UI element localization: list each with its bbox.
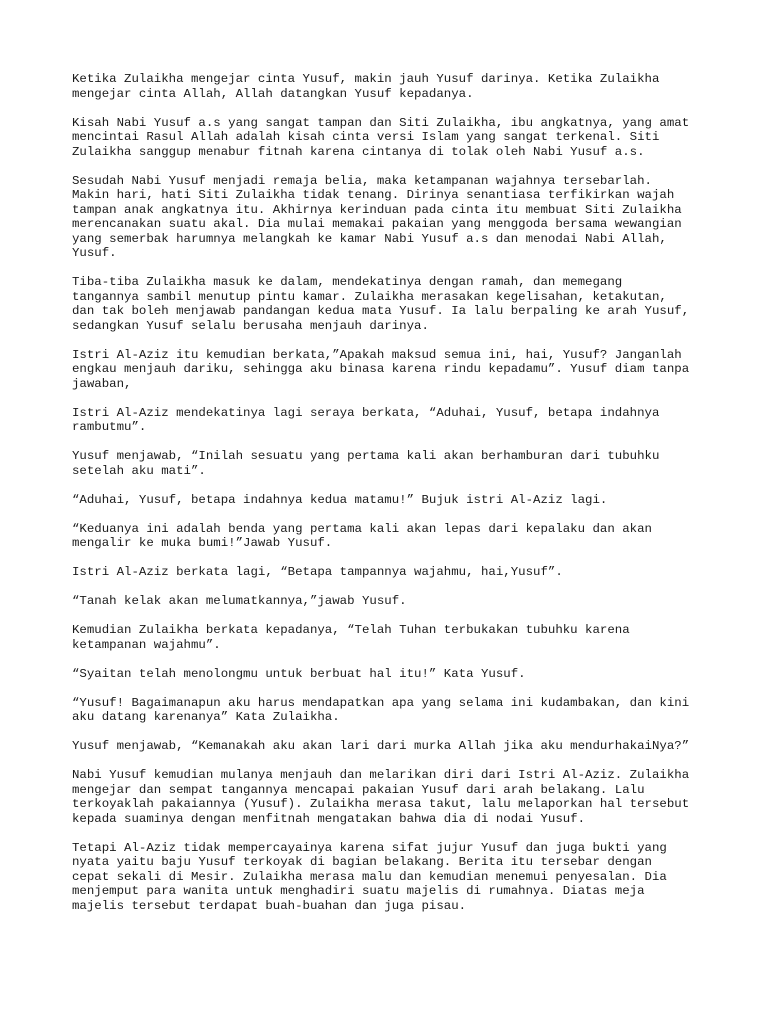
text-line: setelah aku mati”.: [72, 463, 206, 478]
text-line: dan tak boleh menjawab pandangan kedua mata Yusuf. Ia lalu berpaling ke arah Yusuf,: [72, 304, 690, 318]
text-line: ketampanan wajahmu”.: [72, 637, 221, 652]
text-line: Zulaikha sanggup menabur fitnah karena cintanya di tolak oleh Nabi Yusuf a.s.: [72, 144, 645, 159]
text-line: “Tanah kelak akan melumatkannya,”jawab Yusuf.: [72, 594, 407, 608]
text-line: Tetapi Al-Aziz tidak mempercayainya karena sifat jujur Yusuf dan juga bukti yang: [72, 840, 667, 855]
paragraph: [72, 493, 712, 508]
paragraph: [72, 522, 712, 551]
paragraph: [72, 841, 712, 914]
text-line: mengalir ke muka bumi!”Jawab Yusuf.: [72, 536, 333, 550]
text-line: mengejar cinta Allah, Allah datangkan Yusuf kepadanya.: [72, 86, 474, 101]
text-line: cepat sekali di Mesir. Zulaikha merasa malu dan kemudian menemui penyesalan. Dia: [72, 869, 667, 884]
text-line: nyata yaitu baju Yusuf terkoyak di bagian belakang. Berita itu tersebar dengan: [72, 855, 652, 869]
text-line: “Syaitan telah menolongmu untuk berbuat hal itu!” Kata Yusuf.: [72, 666, 526, 681]
text-line: Sesudah Nabi Yusuf menjadi remaja belia, maka ketampanan wajahnya tersebarlah.: [72, 173, 652, 188]
text-line: Yusuf menjawab, “Inilah sesuatu yang pertama kali akan berhamburan dari tubuhku: [72, 449, 660, 463]
text-line: tampan anak angkatnya itu. Akhirnya kerinduan pada cinta itu membuat Siti Zulaikha: [72, 202, 682, 217]
text-line: aku datang karenanya” Kata Zulaikha.: [72, 710, 340, 724]
text-line: rambutmu”.: [72, 420, 147, 434]
text-line: engkau menjauh dariku, sehingga aku binasa karena rindu kepadamu”. Yusuf diam tanpa: [72, 362, 690, 376]
text-line: mencintai Rasul Allah adalah kisah cinta versi Islam yang sangat terkenal. Siti: [72, 130, 660, 144]
text-line: Yusuf menjawab, “Kemanakah aku akan lari dari murka Allah jika aku mendurhakaiNya?”: [72, 739, 690, 753]
text-line: kepada suaminya dengan menfitnah mengatakan bahwa dia di nodai Yusuf.: [72, 811, 586, 826]
paragraph: [72, 72, 712, 101]
text-line: Nabi Yusuf kemudian mulanya menjauh dan melarikan diri dari Istri Al-Aziz. Zulaikha: [72, 768, 690, 782]
paragraph: [72, 116, 712, 160]
paragraph: [72, 449, 712, 478]
text-line: Yusuf.: [72, 246, 117, 260]
paragraph: [72, 565, 712, 580]
text-line: Kemudian Zulaikha berkata kepadanya, “Telah Tuhan terbukakan tubuhku karena: [72, 623, 630, 637]
paragraph: [72, 275, 712, 333]
paragraph: [72, 406, 712, 435]
text-line: Tiba-tiba Zulaikha masuk ke dalam, mendekatinya dengan ramah, dan memegang: [72, 275, 623, 289]
paragraph: [72, 174, 712, 261]
text-line: Ketika Zulaikha mengejar cinta Yusuf, makin jauh Yusuf darinya. Ketika Zulaikha: [72, 72, 660, 86]
text-line: tangannya sambil menutup pintu kamar. Zulaikha merasakan kegelisahan, ketakutan,: [72, 289, 667, 304]
paragraph: [72, 594, 712, 609]
paragraph: [72, 348, 712, 392]
text-line: Istri Al-Aziz mendekatinya lagi seraya berkata, “Aduhai, Yusuf, betapa indahnya: [72, 405, 660, 420]
text-line: jawaban,: [72, 376, 132, 391]
text-line: sedangkan Yusuf selalu berusaha menjauh darinya.: [72, 318, 429, 333]
text-line: Istri Al-Aziz berkata lagi, “Betapa tampannya wajahmu, hai,Yusuf”.: [72, 565, 563, 579]
text-line: Istri Al-Aziz itu kemudian berkata,”Apakah maksud semua ini, hai, Yusuf? Janganlah: [72, 347, 682, 362]
text-line: “Keduanya ini adalah benda yang pertama kali akan lepas dari kepalaku dan akan: [72, 521, 652, 536]
text-line: Makin hari, hati Siti Zulaikha tidak tenang. Dirinya senantiasa terfikirkan wajah: [72, 188, 675, 202]
text-line: majelis tersebut terdapat buah-buahan dan juga pisau.: [72, 898, 467, 913]
paragraph: [72, 768, 712, 826]
text-line: menjemput para wanita untuk menghadiri suatu majelis di rumahnya. Diatas meja: [72, 884, 645, 898]
paragraph: [72, 696, 712, 725]
text-line: terkoyaklah pakaiannya (Yusuf). Zulaikha merasa takut, lalu melaporkan hal tersebut: [72, 797, 690, 811]
text-line: yang semerbak harumnya melangkah ke kamar Nabi Yusuf a.s dan menodai Nabi Allah,: [72, 231, 667, 246]
text-line: mengejar dan sempat tangannya mencapai pakaian Yusuf dari arah belakang. Lalu: [72, 782, 645, 797]
paragraph: [72, 739, 712, 754]
paragraph: [72, 623, 712, 652]
document-body: [72, 72, 712, 928]
text-line: merencanakan suatu akal. Dia mulai memakai pakaian yang menggoda bersama wewangian: [72, 217, 682, 231]
paragraph: [72, 667, 712, 682]
text-line: “Aduhai, Yusuf, betapa indahnya kedua matamu!” Bujuk istri Al-Aziz lagi.: [72, 492, 608, 507]
text-line: “Yusuf! Bagaimanapun aku harus mendapatkan apa yang selama ini kudambakan, dan kini: [72, 695, 690, 710]
text-line: Kisah Nabi Yusuf a.s yang sangat tampan dan Siti Zulaikha, ibu angkatnya, yang amat: [72, 115, 690, 130]
